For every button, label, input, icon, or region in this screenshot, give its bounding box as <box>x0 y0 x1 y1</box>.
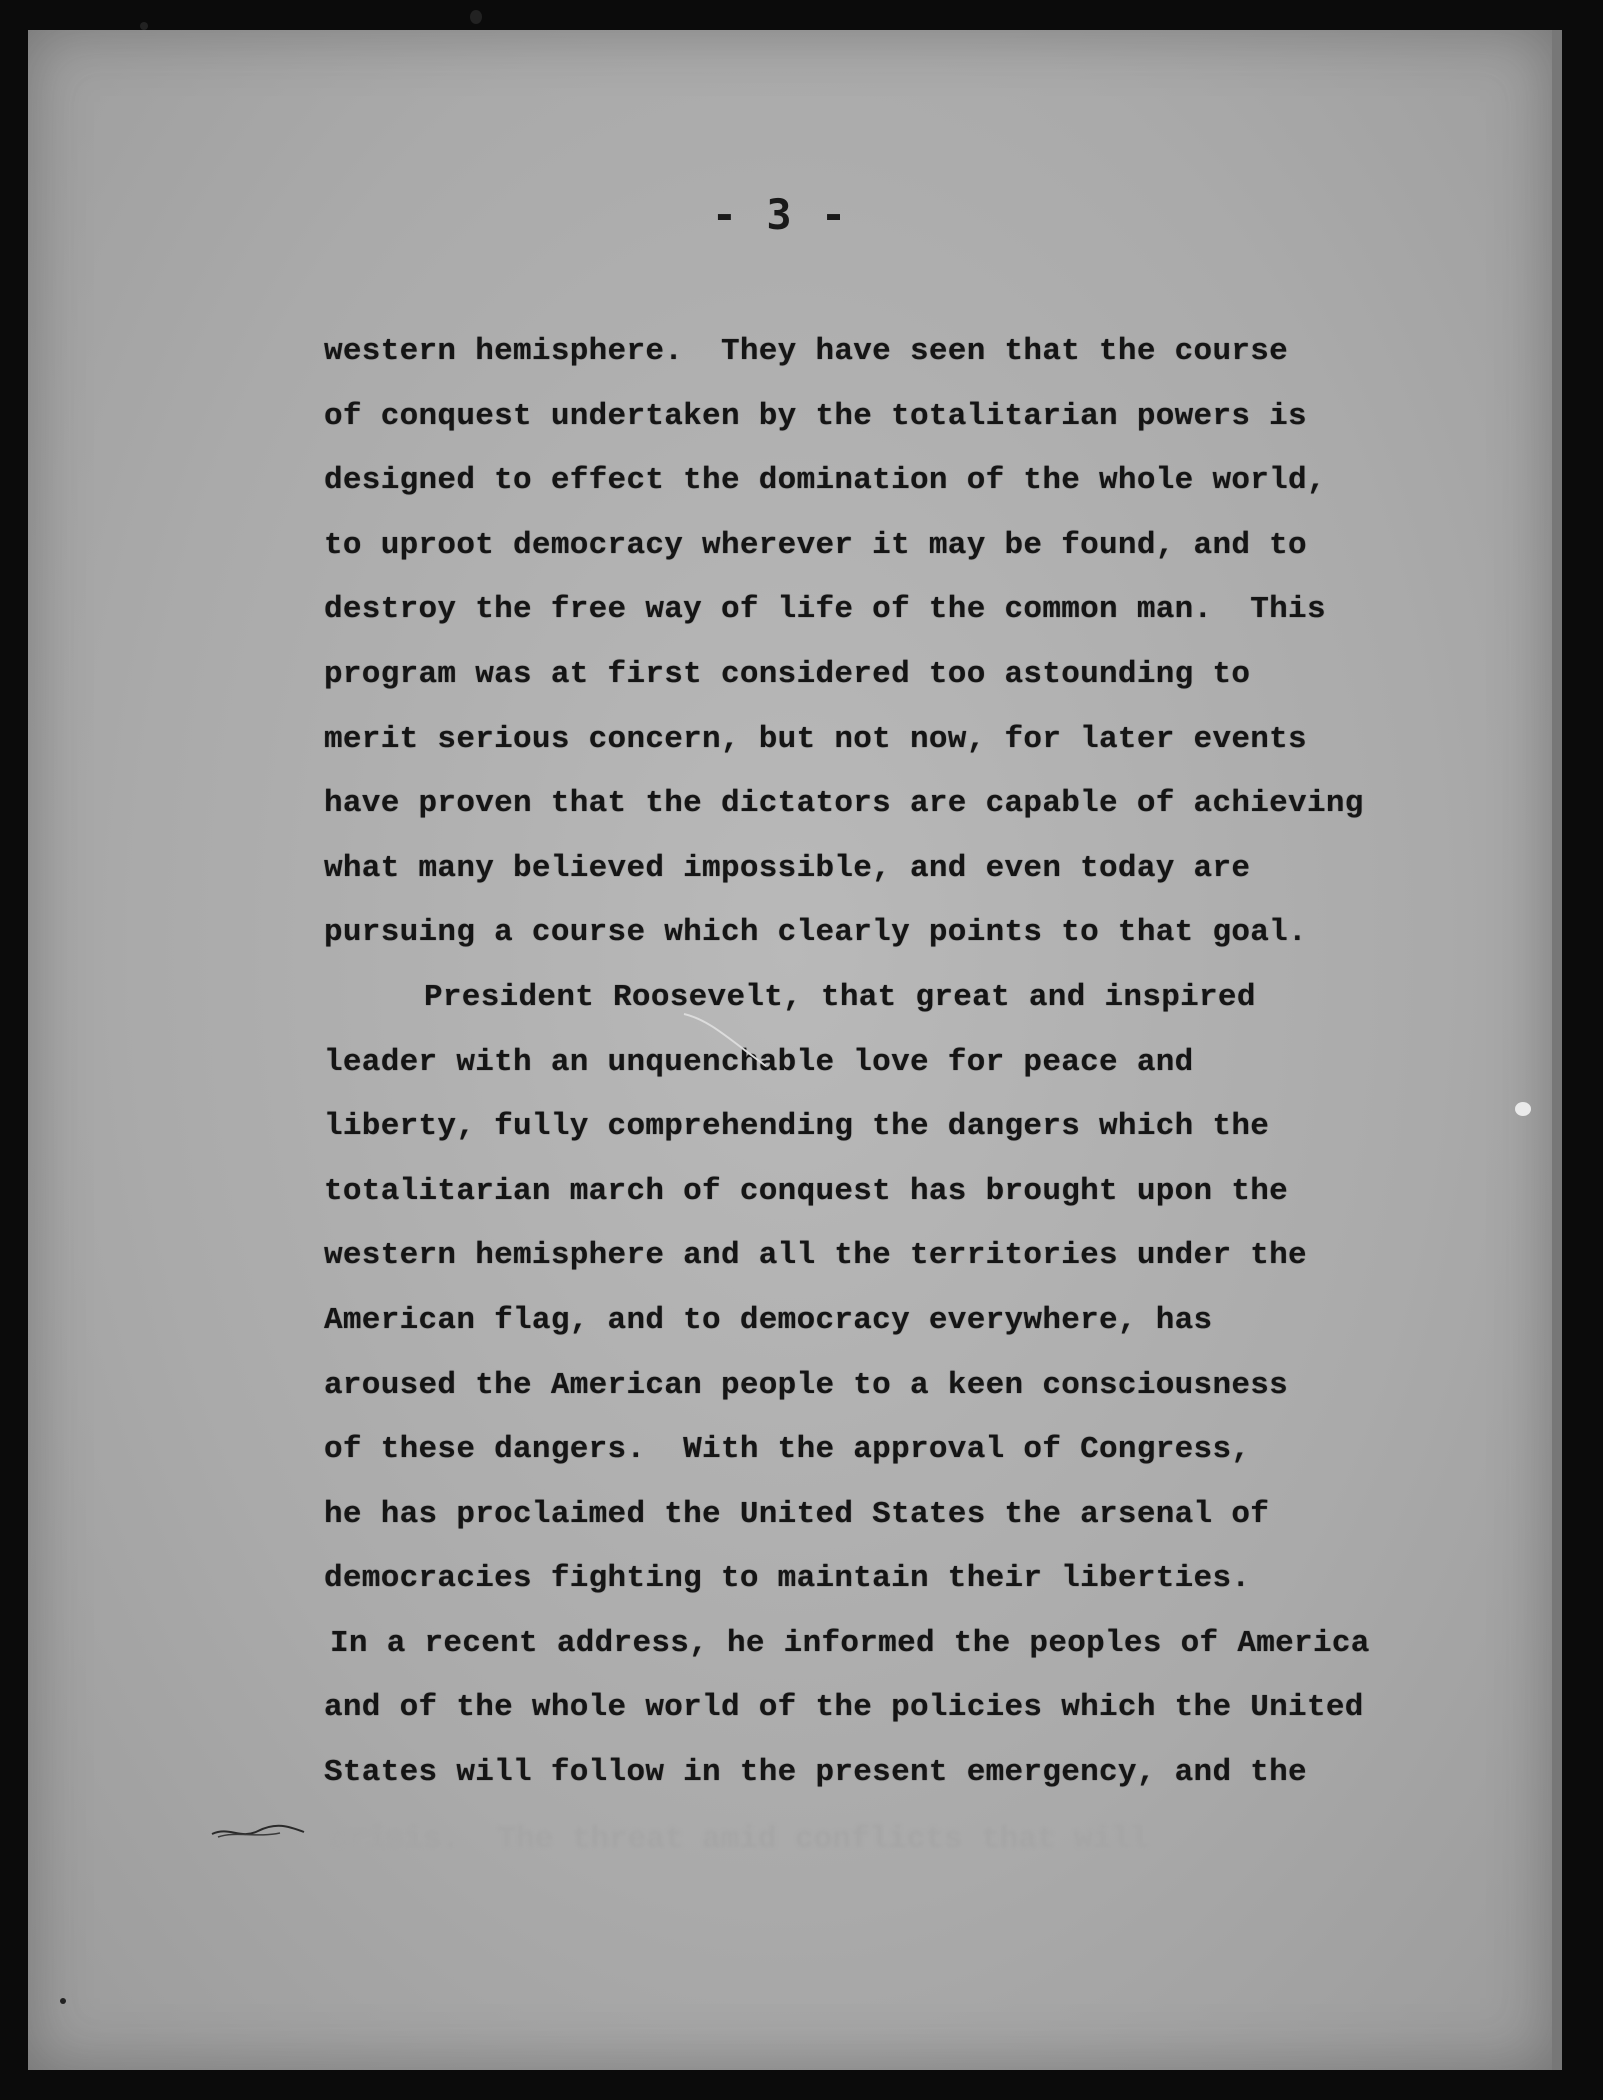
text-line: western hemisphere. They have seen that the course <box>324 334 1289 369</box>
text-line: have proven that the dictators are capable of achieving <box>324 786 1364 822</box>
text-line: of these dangers. With the approval of Congress, <box>324 1432 1251 1468</box>
faded-text-line: crisis. The threat amid conflicts that will <box>330 1822 1149 1857</box>
text-line: of conquest undertaken by the totalitarian powers is <box>324 398 1307 434</box>
scan-speck <box>470 10 482 24</box>
text-line: democracies fighting to maintain their liberties. <box>324 1561 1251 1597</box>
typed-body-text <box>324 320 1424 1806</box>
paragraph-start-line: President Roosevelt, that great and inspired <box>424 979 1256 1015</box>
scan-speck <box>1515 1102 1531 1116</box>
scan-speck <box>140 22 148 30</box>
text-line: and of the whole world of the policies which the United <box>324 1690 1364 1726</box>
text-line: destroy the free way of life of the common man. This <box>324 592 1326 628</box>
page-number: - 3 - <box>711 190 849 239</box>
text-line: western hemisphere and all the territories under the <box>324 1238 1307 1274</box>
text-line: pursuing a course which clearly points to that goal. <box>324 915 1307 951</box>
text-line: In a recent address, he informed the peoples of America <box>330 1625 1370 1661</box>
text-line: totalitarian march of conquest has brought upon the <box>324 1173 1289 1209</box>
text-line: program was at first considered too astounding to <box>324 656 1251 692</box>
text-line: he has proclaimed the United States the arsenal of <box>324 1496 1270 1532</box>
text-line: what many believed impossible, and even today are <box>324 850 1251 886</box>
text-line: designed to effect the domination of the whole world, <box>324 463 1326 499</box>
text-line: leader with an unquenchable love for peace and <box>324 1044 1194 1080</box>
text-line: American flag, and to democracy everywhere, has <box>324 1302 1213 1338</box>
scan-speck <box>60 1998 66 2004</box>
text-line: merit serious concern, but not now, for later events <box>324 721 1307 757</box>
text-line: aroused the American people to a keen consciousness <box>324 1367 1289 1403</box>
paper-scratch <box>680 1010 770 1070</box>
text-line: to uproot democracy wherever it may be found, and to <box>324 527 1307 563</box>
text-line: States will follow in the present emergency, and the <box>324 1755 1307 1791</box>
text-line: liberty, fully comprehending the dangers which the <box>324 1109 1270 1145</box>
margin-scribble <box>210 1822 306 1842</box>
